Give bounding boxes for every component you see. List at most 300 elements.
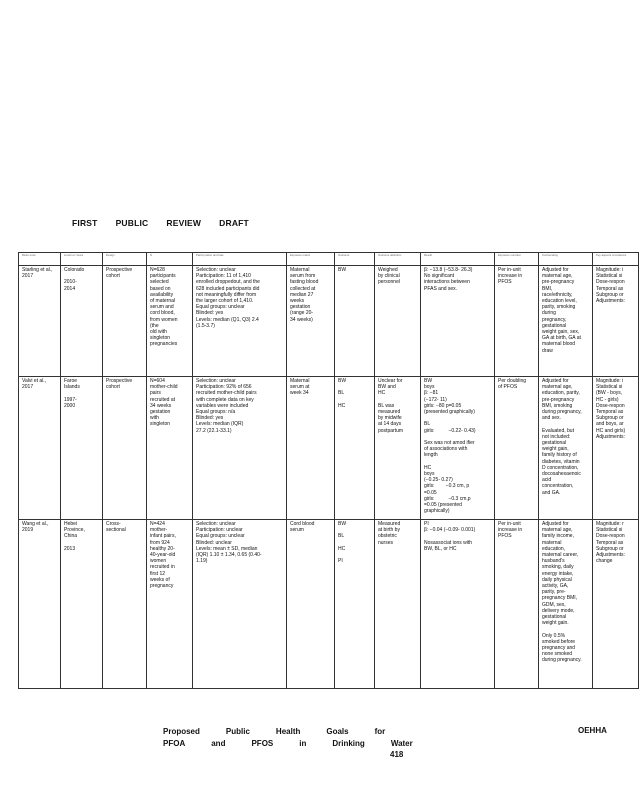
cell-line: BW xyxy=(424,378,433,384)
cell-line: median 27 xyxy=(290,291,314,298)
cell-line: mother- xyxy=(150,527,168,534)
cell-line: serum at xyxy=(290,384,310,391)
cell-line: (range 20- xyxy=(290,310,314,317)
cell-line: girls: −0.3 cm, p xyxy=(424,483,470,490)
column-header: Partici pation and bias xyxy=(193,253,287,266)
cell-location xyxy=(61,520,103,689)
cell-line: Per in-unit xyxy=(498,267,521,273)
cell-line: pre-pregnancy xyxy=(542,396,575,403)
cell-line: PI xyxy=(424,521,429,527)
cell-line: Dose-respon xyxy=(596,279,625,286)
cell-line: fasting blood xyxy=(290,279,319,286)
cell-line: change xyxy=(596,558,613,565)
cell-line: the larger cohort of 1,410. xyxy=(196,298,254,305)
cell-line: β: −0.04 (−0.09- 0.001) xyxy=(424,527,476,534)
cell-line: β: −81 xyxy=(424,390,439,397)
cell-line: women xyxy=(150,558,167,565)
footer-word: Drinking xyxy=(332,739,365,748)
cell-line: BL was xyxy=(378,402,395,409)
cell-line: by clinical xyxy=(378,273,400,280)
cell-line: Evaluated, but xyxy=(542,427,574,434)
cell-line: weight gain, xyxy=(542,446,569,453)
cell-reference xyxy=(19,520,61,689)
cell-line: Blinded: yes xyxy=(196,310,224,317)
cell-exposure-matrix xyxy=(287,266,335,377)
cell-line: Starling et al., 2017 xyxy=(22,267,54,280)
cell-line: pre-pregnancy xyxy=(542,279,575,286)
cell-line: with complete data on key xyxy=(196,396,254,403)
cell-line: and sex. xyxy=(542,415,561,422)
cell-key-aspects xyxy=(593,377,639,520)
draft-header-word: DRAFT xyxy=(219,218,249,228)
cell-line: pregnancies xyxy=(150,341,178,348)
cell-line: by midwife xyxy=(378,415,402,422)
cell-line: energy intake, xyxy=(542,570,574,577)
cell-line: girls: −0.22- 0.43) xyxy=(424,427,476,434)
column-header: Exposure matrix xyxy=(287,253,335,266)
cell-line: N=424 xyxy=(150,521,165,527)
cell-line: Temporal as xyxy=(596,539,624,546)
cell-line: smoking, daily xyxy=(542,564,574,571)
cell-exposure-contrast xyxy=(495,377,539,520)
cell-line: girls: −0.3 cm,p xyxy=(424,495,471,502)
cell-line: Participation: 11 of 1,410 xyxy=(196,273,251,280)
cell-line: Participation: unclear xyxy=(196,527,243,534)
table-body xyxy=(19,266,639,689)
cell-line: Subgroup or xyxy=(596,545,624,552)
cell-line: graphically) xyxy=(424,508,450,515)
cell-result xyxy=(421,520,495,689)
cell-line: pairs xyxy=(150,390,161,397)
cell-line: recruited at xyxy=(150,396,176,403)
draft-header xyxy=(72,218,249,228)
cell-line: healthy 20- xyxy=(150,545,175,552)
cell-line: husband's xyxy=(542,558,565,565)
cell-line: Temporal as xyxy=(596,409,624,416)
cell-reference xyxy=(19,266,61,377)
cell-line: docosahexaenoic xyxy=(542,471,581,478)
cell-line: Maternal xyxy=(290,267,310,273)
cell-line: Per doubling xyxy=(498,378,527,384)
cell-line: collected at xyxy=(290,285,316,292)
cell-line: Valvi et al., 2017 xyxy=(22,378,48,391)
cell-line: Blinded: yes xyxy=(196,415,224,422)
cell-line: HC xyxy=(338,545,346,552)
cell-line: pregnancy BMI, xyxy=(542,595,578,602)
cell-line: maternal blood xyxy=(542,341,576,348)
cell-line: Nosassociat ions with xyxy=(424,539,473,546)
cell-line: smoked before xyxy=(542,638,576,645)
cell-line: week 34 xyxy=(290,390,309,397)
evidence-table xyxy=(18,252,639,689)
cell-line: (1.5-3.7) xyxy=(196,322,215,329)
cell-line: participants xyxy=(150,273,176,280)
cell-line: availability xyxy=(150,291,174,298)
cell-line: obstetric xyxy=(378,533,397,540)
table-row xyxy=(19,520,639,689)
draft-header-word: PUBLIC xyxy=(115,218,149,228)
column-header: Result xyxy=(421,253,495,266)
cell-line: Adjustments: xyxy=(596,433,625,440)
cell-line: BW xyxy=(338,378,347,384)
cell-line: N=604 xyxy=(150,378,165,384)
column-header: Outcome xyxy=(335,253,375,266)
cell-line: length xyxy=(424,452,438,459)
cell-location xyxy=(61,266,103,377)
cell-line: gestation xyxy=(290,304,311,311)
cell-line: (the xyxy=(150,322,159,329)
cell-line: Equal groups: unclear xyxy=(196,304,245,311)
cell-line: postpartum xyxy=(378,427,404,434)
cell-line: none smoked xyxy=(542,651,573,658)
cell-result xyxy=(421,377,495,520)
cell-line: girls: −80 p=0.05 xyxy=(424,402,462,409)
cell-outcome xyxy=(335,266,375,377)
cell-line: Subgroup or xyxy=(596,415,624,422)
cell-confounding xyxy=(539,377,593,520)
cell-line: at 14 days xyxy=(378,421,402,428)
cell-line: pregnancy, xyxy=(542,316,567,323)
cell-exposure-matrix xyxy=(287,520,335,689)
cell-confounding xyxy=(539,266,593,377)
cell-line: Weighed xyxy=(378,267,398,273)
cell-line: gestational xyxy=(542,440,567,447)
cell-line: sectional xyxy=(106,527,126,534)
footer-word: and xyxy=(211,739,226,748)
cell-line: during pregnancy. xyxy=(542,657,582,664)
cell-line: Blinded: unclear xyxy=(196,539,232,546)
footer-word: Public xyxy=(225,727,250,736)
cell-line: maternal xyxy=(542,539,562,546)
cell-line: during xyxy=(542,310,556,317)
footer-word: Water xyxy=(390,739,413,748)
cell-n xyxy=(147,377,193,520)
cell-line: 34 weeks) xyxy=(290,316,313,323)
footer-word: for xyxy=(374,727,386,736)
cell-design xyxy=(103,520,147,689)
cell-line: PFOS xyxy=(498,533,512,540)
cell-line: Levels: mean ± SD, median xyxy=(196,545,258,552)
footer-word: in xyxy=(299,739,307,748)
cell-line: parity, smoking xyxy=(542,304,576,311)
cell-line: weeks xyxy=(290,298,305,305)
cell-line: infant pairs, xyxy=(150,533,176,540)
cell-line: (presented graphically) xyxy=(424,409,475,416)
cell-line: Adjusted for xyxy=(542,267,569,273)
cell-confounding xyxy=(539,520,593,689)
cell-design xyxy=(103,377,147,520)
cell-line: maternal age, xyxy=(542,384,573,391)
cell-line: not included: xyxy=(542,433,571,440)
cell-design xyxy=(103,266,147,377)
cell-line: race/ethnicity, xyxy=(542,291,573,298)
cell-line: selected xyxy=(150,279,169,286)
column-header: Locati on Years xyxy=(61,253,103,266)
cell-line: BW xyxy=(338,521,347,527)
cell-line: HC - girls) xyxy=(596,396,619,403)
cell-line: serum xyxy=(290,527,304,534)
cell-line: draw xyxy=(542,347,553,354)
cell-line: boys xyxy=(424,471,435,478)
cell-line: Magnitude: r xyxy=(596,521,624,527)
cell-line: Adjusted for xyxy=(542,521,569,527)
cell-line: β: −13.8 (−53.8- 26.3) xyxy=(424,267,473,273)
cell-line: education, xyxy=(542,545,566,552)
cell-line: activity, GA, xyxy=(542,583,569,590)
footer-title-line-2 xyxy=(163,738,413,750)
cell-line: (BW - boys, xyxy=(596,390,623,397)
cell-line: Subgroup or xyxy=(596,291,624,298)
cell-line: =0.05 (presented xyxy=(424,502,462,509)
cell-line: Sex was not amod ifier xyxy=(424,440,475,447)
cell-line: 34 weeks xyxy=(150,402,172,409)
cell-line: weight gain, sex, xyxy=(542,329,580,336)
cell-line: 40-year-old xyxy=(150,552,176,559)
cell-line: personnel xyxy=(378,279,400,286)
cell-line: BMI, smoking xyxy=(542,402,573,409)
cell-line: Selection: unclear xyxy=(196,378,236,384)
cell-line: maternal age, xyxy=(542,273,573,280)
cell-outcome xyxy=(335,520,375,689)
cell-line: =0.05 xyxy=(424,489,437,496)
cell-line: (IQR) 1.10 ± 1.34, 0.65 (0.40- xyxy=(196,552,262,559)
cell-line: HC and girls) xyxy=(596,427,626,434)
cell-line: BW, BL, or HC xyxy=(424,545,457,552)
cell-line: cohort xyxy=(106,273,120,280)
footer-word: Health xyxy=(275,727,301,736)
cell-line: 27.2 (22.1-33.1) xyxy=(196,427,232,434)
cell-line: acid xyxy=(542,477,552,484)
cell-line: 1997- xyxy=(64,396,77,403)
cell-outcome xyxy=(335,377,375,520)
table-row xyxy=(19,377,639,520)
column-header: Confounding xyxy=(539,253,593,266)
cell-line: singleton xyxy=(150,335,171,342)
cell-line: Cross- xyxy=(106,521,121,527)
cell-line: measured xyxy=(378,409,401,416)
cell-line: increase in xyxy=(498,527,523,534)
cell-line: HC xyxy=(424,464,432,471)
cell-line: Only 0.5% xyxy=(542,632,566,639)
cell-line: with xyxy=(150,415,159,422)
cell-line: Magnitude: i xyxy=(596,378,624,384)
footer-word: Goals xyxy=(326,727,349,736)
cell-line: N=628 xyxy=(150,267,165,273)
cell-line: Selection: unclear xyxy=(196,267,236,273)
draft-header-word: FIRST xyxy=(72,218,98,228)
cell-line: HC xyxy=(378,390,386,397)
cell-line: Province, xyxy=(64,527,85,534)
cell-line: GA at birth, GA at xyxy=(542,335,581,342)
cell-line: of maternal xyxy=(150,298,176,305)
cell-line: GDM, sex, xyxy=(542,601,566,608)
cell-line: from women xyxy=(150,316,178,323)
cell-line: from 924 xyxy=(150,539,170,546)
cell-line: 1.19) xyxy=(196,558,208,565)
cell-line: 2014 xyxy=(64,285,76,292)
cell-line: boys xyxy=(424,384,435,391)
cell-line: Wang et al., 2019 xyxy=(22,521,50,534)
cell-line: enrolled droppedout, and the xyxy=(196,279,260,286)
cell-line: Levels: median (IQR) xyxy=(196,421,244,428)
cell-line: Participation: 92% of 656 xyxy=(196,384,252,391)
cell-result xyxy=(421,266,495,377)
cell-line: PFOS xyxy=(498,279,512,286)
cell-line: family history of xyxy=(542,452,577,459)
cell-exposure-matrix xyxy=(287,377,335,520)
cell-line: mother-child xyxy=(150,384,178,391)
table-header-row xyxy=(19,253,639,266)
cell-line: Dose-respon xyxy=(596,533,625,540)
column-header: Refer ence xyxy=(19,253,61,266)
cell-line: family income, xyxy=(542,533,574,540)
cell-line: 2010- xyxy=(64,279,77,286)
cell-line: maternal career, xyxy=(542,552,579,559)
cell-line: concentration, xyxy=(542,483,574,490)
cell-line: Unclear for xyxy=(378,378,403,384)
cell-line: Measured xyxy=(378,521,401,527)
cell-line: cord blood, xyxy=(150,310,175,317)
cell-line: gestational xyxy=(542,614,567,621)
cell-key-aspects xyxy=(593,266,639,377)
cell-line: D concentration, xyxy=(542,464,579,471)
cell-key-aspects xyxy=(593,520,639,689)
footer-word: PFOA xyxy=(163,739,186,748)
cell-line: recruited in xyxy=(150,564,175,571)
cell-line: and GA. xyxy=(542,489,561,496)
column-header: Key aspects of evidence xyxy=(593,253,639,266)
cell-line: recruited mother-child pairs xyxy=(196,390,257,397)
cell-line: Cord blood xyxy=(290,521,315,527)
cell-line: Adjusted for xyxy=(542,378,569,384)
cell-line: Colorado xyxy=(64,267,85,273)
cell-line: No significant xyxy=(424,273,455,280)
cell-line: education, parity, xyxy=(542,390,580,397)
cell-line: 2000 xyxy=(64,402,76,409)
cell-line: variables were included xyxy=(196,402,249,409)
cell-line: gestational xyxy=(542,322,567,329)
column-header: N xyxy=(147,253,193,266)
cell-line: education level, xyxy=(542,298,577,305)
cell-line: during pregnancy, xyxy=(542,409,582,416)
cell-line: based on xyxy=(150,285,171,292)
cell-line: Magnitude: i xyxy=(596,267,624,273)
cell-line: BW xyxy=(338,267,347,273)
cell-line: Statistical si xyxy=(596,527,623,534)
cell-line: pregnancy xyxy=(150,583,174,590)
cell-line: Equal groups: unclear xyxy=(196,533,245,540)
cell-line: Adjustments: xyxy=(596,298,625,305)
cell-line: Selection: unclear xyxy=(196,521,236,527)
footer-title xyxy=(163,726,413,750)
cell-line: BL xyxy=(338,390,345,397)
cell-line: China xyxy=(64,533,78,540)
cell-line: BL xyxy=(338,533,345,540)
page-number: 418 xyxy=(390,750,404,759)
footer-word: PFOS xyxy=(251,739,274,748)
cell-line: weeks of xyxy=(150,576,170,583)
cell-participation xyxy=(193,377,287,520)
column-header: Design xyxy=(103,253,147,266)
cell-reference xyxy=(19,377,61,520)
cell-participation xyxy=(193,266,287,377)
cell-line: Islands xyxy=(64,384,80,391)
cell-participation xyxy=(193,520,287,689)
cell-line: Equal groups: n/a xyxy=(196,409,236,416)
cell-n xyxy=(147,266,193,377)
cell-line: serum and xyxy=(150,304,174,311)
cell-line: nurses xyxy=(378,539,394,546)
cell-line: gestation xyxy=(150,409,171,416)
cell-location xyxy=(61,377,103,520)
draft-header-word: REVIEW xyxy=(166,218,202,228)
cell-line: Faroe xyxy=(64,378,78,384)
cell-line: and boys, ar xyxy=(596,421,624,428)
footer-title-line-1 xyxy=(163,726,413,738)
cell-line: diabetes, vitamin xyxy=(542,458,580,465)
cell-line: singleton xyxy=(150,421,171,428)
cell-line: (−172- 11) xyxy=(424,396,447,403)
cell-outcome-definition xyxy=(375,520,421,689)
cell-line: 628 included participants did xyxy=(196,285,260,292)
cell-line: Adjustments: xyxy=(596,552,625,559)
cell-line: HC xyxy=(338,402,346,409)
cell-line: delivery mode, xyxy=(542,607,575,614)
cell-outcome-definition xyxy=(375,266,421,377)
cell-outcome-definition xyxy=(375,377,421,520)
cell-n xyxy=(147,520,193,689)
cell-line: pregnancy and xyxy=(542,645,576,652)
cell-line: Prospective xyxy=(106,267,133,273)
column-header: Outcome definition xyxy=(375,253,421,266)
cell-line: Statistical si xyxy=(596,273,623,280)
cell-line: maternal age, xyxy=(542,527,573,534)
cell-line: BMI, xyxy=(542,285,553,292)
cell-line: Hebei xyxy=(64,521,78,527)
cell-line: old with xyxy=(150,329,167,336)
cell-line: parity, pre- xyxy=(542,589,566,596)
cell-line: BW and xyxy=(378,384,396,391)
cell-line: BL xyxy=(424,421,431,428)
cell-line: of associations with xyxy=(424,446,468,453)
cell-line: at birth by xyxy=(378,527,400,534)
footer-org: OEHHA xyxy=(578,726,607,735)
cell-line: Levels: median (Q1, Q3) 2.4 xyxy=(196,316,259,323)
cell-line: weight gain. xyxy=(542,620,569,627)
cell-exposure-contrast xyxy=(495,520,539,689)
cell-line: Statistical si xyxy=(596,384,623,391)
cell-line: first 12 xyxy=(150,570,166,577)
cell-line: 2013 xyxy=(64,545,76,552)
cell-line: daily physical xyxy=(542,576,572,583)
table-row xyxy=(19,266,639,377)
cell-line: Maternal xyxy=(290,378,310,384)
cell-line: of PFOS xyxy=(498,384,518,391)
cell-line: PFAS and sex. xyxy=(424,285,458,292)
cell-exposure-contrast xyxy=(495,266,539,377)
cell-line: PI xyxy=(338,558,343,565)
cell-line: Dose-respon xyxy=(596,402,625,409)
cell-line: increase in xyxy=(498,273,523,280)
footer-word: Proposed xyxy=(163,727,200,736)
cell-line: (−0.25- 0.27) xyxy=(424,477,453,484)
cell-line: Temporal as xyxy=(596,285,624,292)
column-header: Exposure contrast xyxy=(495,253,539,266)
cell-line: cohort xyxy=(106,384,120,391)
cell-line: serum from xyxy=(290,273,316,280)
cell-line: not meaningfully differ from xyxy=(196,291,257,298)
cell-line: interactions between xyxy=(424,279,470,286)
